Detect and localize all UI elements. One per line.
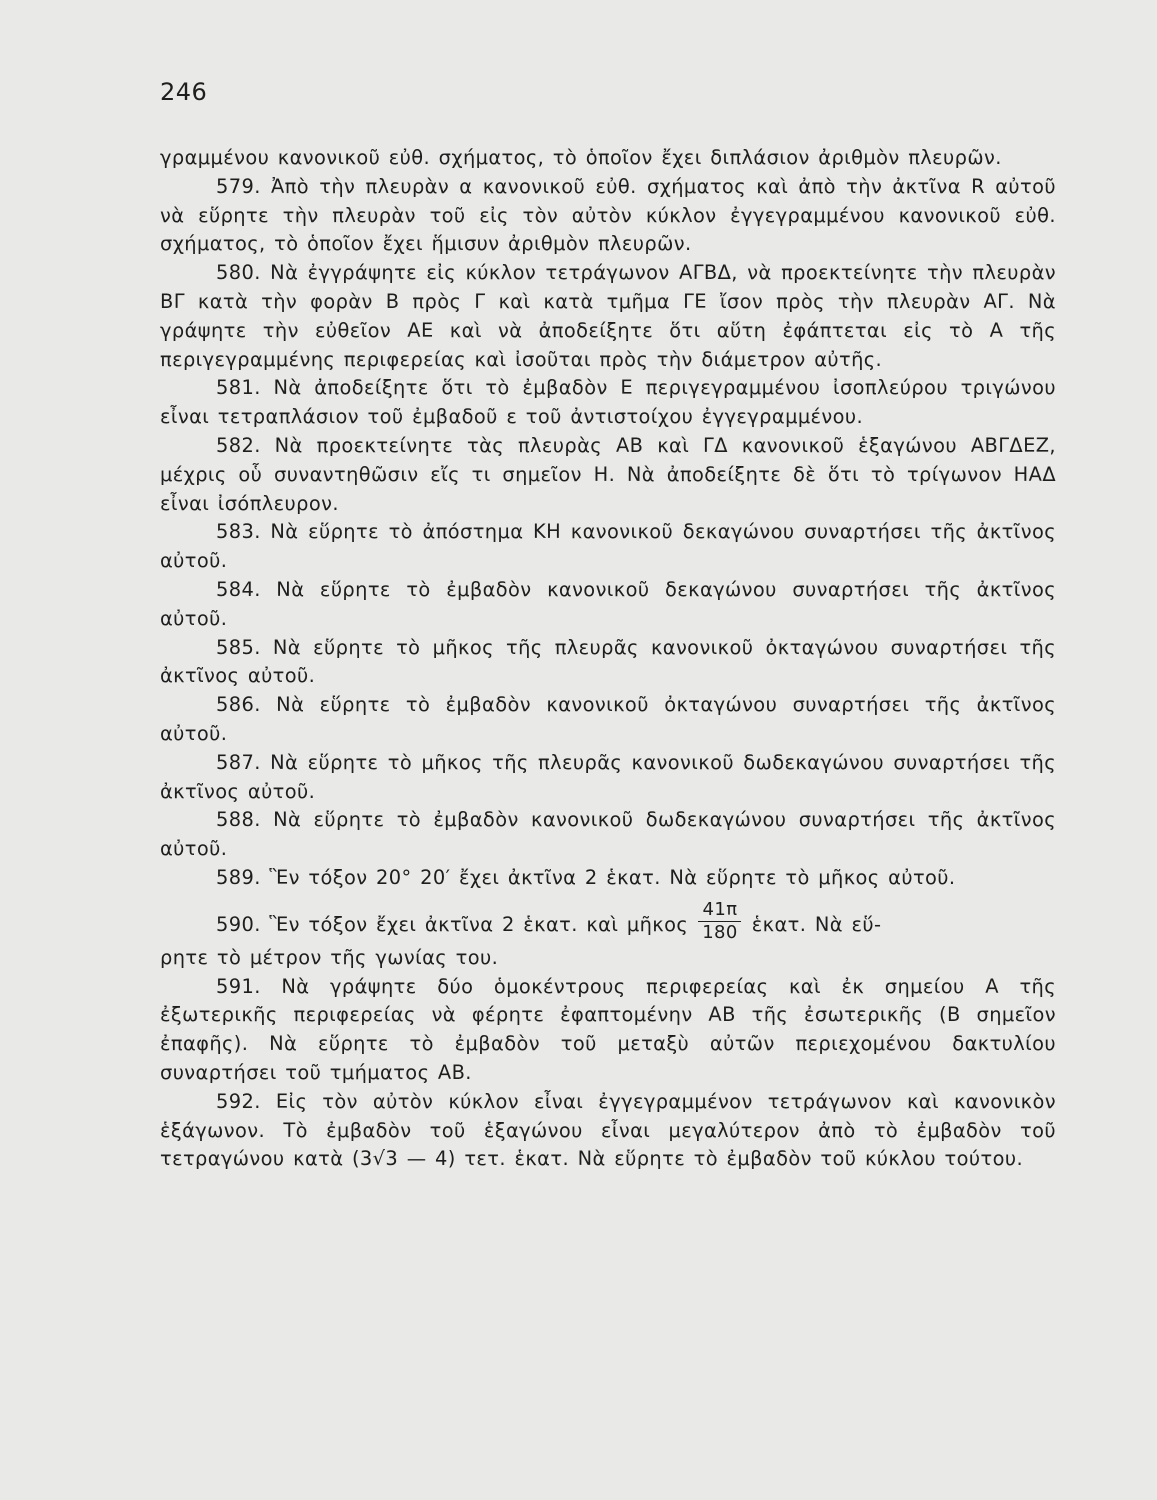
exercise-581: 581. Νὰ ἀποδείξητε ὅτι τὸ ἐμβαδὸν Ε περιγεγραμμένου ἰσοπλεύρου τριγώνου εἶναι τετραπλάσιον τοῦ ἐμβαδοῦ ε τοῦ ἀντιστοίχου ἐγγεγραμμένου. <box>160 376 1056 429</box>
exercise-592: 592. Εἰς τὸν αὐτὸν κύκλον εἶναι ἐγγεγραμμένον τετράγωνον καὶ κανονικὸν ἑξάγωνον. Τὸ ἐμβαδὸν τοῦ ἑξαγώνου εἶναι μεγαλύτερον ἀπὸ τὸ ἐμβαδὸν τοῦ τετραγώνου κατὰ (3√3 — 4) τετ. ἑκατ. Νὰ εὕρητε τὸ ἐμβαδὸν τοῦ κύκλου τούτου. <box>160 1089 1056 1171</box>
exercise-590-text-after: ἑκατ. Νὰ εὕ- <box>751 912 882 936</box>
exercise-590-first-line <box>160 898 1056 944</box>
exercise-588: 588. Νὰ εὕρητε τὸ ἐμβαδὸν κανονικοῦ δωδεκαγώνου συναρτήσει τῆς ἀκτῖνος αὐτοῦ. <box>160 808 1056 861</box>
exercise-590-second-line: ρητε τὸ μέτρον τῆς γωνίας του. <box>160 945 499 969</box>
fraction-numerator: 41π <box>698 899 741 922</box>
fraction-denominator: 180 <box>702 921 738 943</box>
exercise-585: 585. Νὰ εὕρητε τὸ μῆκος τῆς πλευρᾶς κανονικοῦ ὀκταγώνου συναρτήσει τῆς ἀκτῖνος αὐτοῦ. <box>160 635 1056 688</box>
exercise-582: 582. Νὰ προεκτείνητε τὰς πλευρὰς ΑΒ καὶ ΓΔ κανονικοῦ ἑξαγώνου ΑΒΓΔΕΖ, μέχρις οὗ συναντηθῶσιν εἴς τι σημεῖον Η. Νὰ ἀποδείξητε δὲ ὅτι τὸ τρίγωνον ΗΑΔ εἶναι ἰσόπλευρον. <box>160 433 1056 515</box>
exercise-590-text-before: 590. Ἓν τόξον ἔχει ἀκτῖνα 2 ἑκατ. καὶ μῆκος <box>216 912 689 936</box>
exercise-583: 583. Νὰ εὕρητε τὸ ἀπόστημα ΚΗ κανονικοῦ δεκαγώνου συναρτήσει τῆς ἀκτῖνος αὐτοῦ. <box>160 520 1056 573</box>
exercise-584: 584. Νὰ εὕρητε τὸ ἐμβαδὸν κανονικοῦ δεκαγώνου συναρτήσει τῆς ἀκτῖνος αὐτοῦ. <box>160 577 1056 630</box>
exercise-586: 586. Νὰ εὕρητε τὸ ἐμβαδὸν κανονικοῦ ὀκταγώνου συναρτήσει τῆς ἀκτῖνος αὐτοῦ. <box>160 693 1056 745</box>
paragraph-continuation: γραμμένου κανονικοῦ εὐθ. σχήματος, τὸ ὁποῖον ἔχει διπλάσιον ἀριθμὸν πλευρῶν. <box>160 146 1002 169</box>
fraction-41pi-over-180 <box>698 899 742 944</box>
exercise-579: 579. Ἀπὸ τὴν πλευρὰν α κανονικοῦ εὐθ. σχήματος καὶ ἀπὸ τὴν ἀκτῖνα R αὐτοῦ νὰ εὕρητε τὴν πλευρὰν τοῦ εἰς τὸν αὐτὸν κύκλον ἐγγεγραμμένου κανονικοῦ εὐθ. σχήματος, τὸ ὁποῖον ἔχει ἥμισυν ἀριθμὸν πλευρῶν. <box>160 174 1056 256</box>
page-number: 246 <box>160 78 208 106</box>
exercise-587: 587. Νὰ εὕρητε τὸ μῆκος τῆς πλευρᾶς κανονικοῦ δωδεκαγώνου συναρτήσει τῆς ἀκτῖνος αὐτοῦ. <box>160 750 1056 803</box>
exercise-591: 591. Νὰ γράψητε δύο ὁμοκέντρους περιφερείας καὶ ἐκ σημείου Α τῆς ἐξωτερικῆς περιφερείας νὰ φέρητε ἐφαπτομένην ΑΒ τῆς ἐσωτερικῆς (Β σημεῖον ἐπαφῆς). Νὰ εὕρητε τὸ ἐμβαδὸν τοῦ μεταξὺ αὐτῶν περιεχομένου δακτυλίου συναρτήσει τοῦ τμήματος ΑΒ. <box>160 974 1056 1084</box>
exercise-580: 580. Νὰ ἐγγράψητε εἰς κύκλον τετράγωνον ΑΓΒΔ, νὰ προεκτείνητε τὴν πλευρὰν ΒΓ κατὰ τὴν φορὰν Β πρὸς Γ καὶ κατὰ τμῆμα ΓΕ ἴσον πρὸς τὴν πλευρὰν ΑΓ. Νὰ γράψητε τὴν εὐθεῖον ΑΕ καὶ νὰ ἀποδείξητε ὅτι αὕτη ἐφάπτεται εἰς τὸ Α τῆς περιγεγραμμένης περιφερείας καὶ ἰσοῦται πρὸς τὴν διάμετρον αὐτῆς. <box>160 261 1056 371</box>
exercise-590 <box>160 898 1056 973</box>
exercise-589: 589. Ἓν τόξον 20° 20′ ἔχει ἀκτῖνα 2 ἑκατ. Νὰ εὕρητε τὸ μῆκος αὐτοῦ. <box>216 865 956 889</box>
page-text <box>160 144 1056 1174</box>
